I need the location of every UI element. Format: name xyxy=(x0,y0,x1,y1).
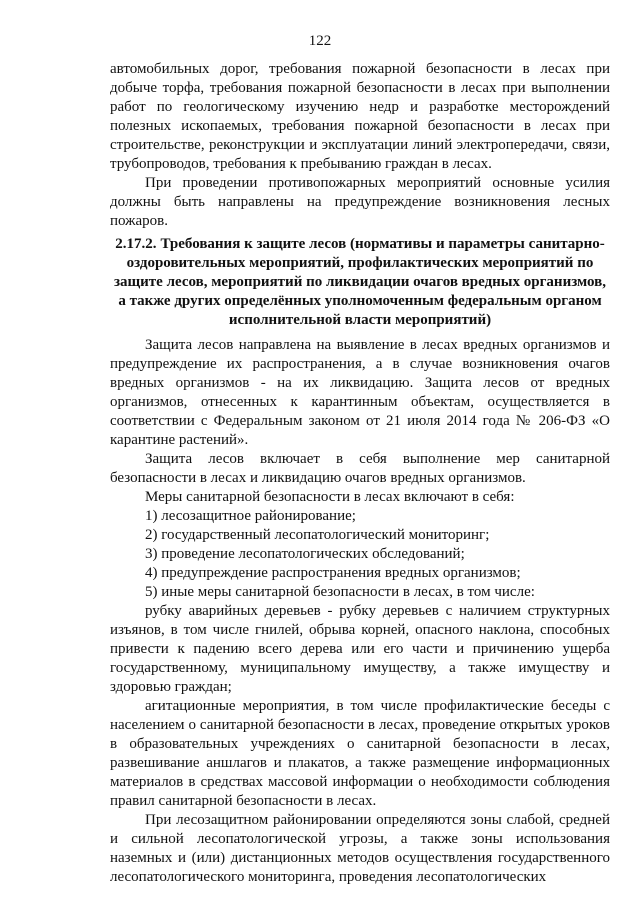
section-heading xyxy=(110,235,610,330)
paragraph: 5) иные меры санитарной безопасности в лесах, в том числе: xyxy=(145,584,535,600)
paragraph: Меры санитарной безопасности в лесах включают в себя: xyxy=(145,489,515,505)
section-title: Требования к защите лесов (нормативы и параметры санитарно-оздоровительных мероприятий, профилактических мероприятий по защите лесов, мероприятий по ликвидации очагов вредных организмов, а также других определённых уполномоченным федеральным органом исполнительной власти мероприятий) xyxy=(113,236,607,328)
paragraph: 1) лесозащитное районирование; xyxy=(145,508,356,524)
paragraph: автомобильных дорог, требования пожарной безопасности в лесах при добыче торфа, требования пожарной безопасности в лесах при выполнении работ по геологическому изучению недр и разработке месторождений полезных ископаемых, требования пожарной безопасности в лесах при строительстве, реконструкции и эксплуатации линий электропередачи, связи, трубопроводов, требования к пребыванию граждан в лесах. xyxy=(110,61,610,172)
paragraph: 2) государственный лесопатологический мониторинг; xyxy=(145,527,490,543)
page-number: 122 xyxy=(308,33,332,49)
paragraph: Защита лесов направлена на выявление в лесах вредных организмов и предупреждение их распространения, а в случае возникновения очагов вредных организмов - на их ликвидацию. Защита лесов от вредных организмов, отнесенных к карантинным объектам, осуществляется в соответствии с Федеральным законом от 21 июля 2014 года № 206-ФЗ «О карантине растений». xyxy=(110,337,610,448)
paragraph: При проведении противопожарных мероприятий основные усилия должны быть направлены на предупреждение возникновения лесных пожаров. xyxy=(110,175,610,229)
paragraph: 3) проведение лесопатологических обследований; xyxy=(145,546,465,562)
paragraph: Защита лесов включает в себя выполнение мер санитарной безопасности в лесах и ликвидацию очагов вредных организмов. xyxy=(110,451,610,486)
paragraph: 4) предупреждение распространения вредных организмов; xyxy=(145,565,521,581)
paragraph: При лесозащитном районировании определяются зоны слабой, средней и сильной лесопатологической угрозы, а также зоны использования наземных и (или) дистанционных методов осуществления государственного лесопатологического мониторинга, проведения лесопатологических xyxy=(110,812,610,885)
section-number: 2.17.2. xyxy=(115,236,157,252)
text-block-before xyxy=(110,60,610,231)
paragraph: агитационные мероприятия, в том числе профилактические беседы с населением о санитарной безопасности в лесах, проведение открытых уроков в образовательных учреждениях о санитарной безопасности в лесах, развешивание аншлагов и плакатов, а также размещение информационных материалов в средствах массовой информации о необходимости соблюдения правил санитарной безопасности в лесах. xyxy=(110,698,610,809)
text-block-after xyxy=(110,336,610,887)
paragraph: рубку аварийных деревьев - рубку деревьев с наличием структурных изъянов, в том числе гнилей, обрыва корней, опасного наклона, способных привести к падению всего дерева или его части и причинению ущерба государственному, муниципальному имуществу, а также имуществу и здоровью граждан; xyxy=(110,603,610,695)
document-body xyxy=(110,60,610,887)
